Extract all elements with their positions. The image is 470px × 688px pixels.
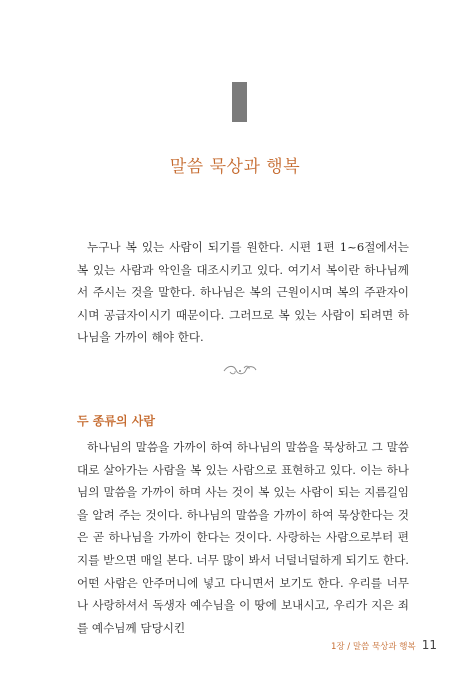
chapter-number-mark [232, 82, 247, 122]
section-paragraph [77, 436, 409, 639]
section-heading: 두 종류의 사람 [77, 414, 155, 428]
chapter-title: 말씀 묵상과 행복 [169, 157, 301, 177]
flourish-ornament-icon [222, 362, 258, 378]
intro-paragraph [77, 236, 409, 349]
section-paragraph-text: 하나님의 말씀을 가까이 하여 하나님의 말씀을 묵상하고 그 말씀대로 살아가는 사람을 복 있는 사람으로 표현하고 있다. 이는 하나님의 말씀을 가까이 하며 사는 것이 복 있는 사람이 되는 지름길임을 알려 주는 것이다. 하나님의 말씀을 가까이 하여 묵상한다는 것은 곧 하나님을 가까이 한다는 것이다. 사랑하는 사람으로부터 편지를 받으면 매일 본다. 너무 많이 봐서 너덜너덜하게 되기도 한다. 어떤 사람은 안주머니에 넣고 다니면서 보기도 한다. 우리를 너무나 사랑하셔서 독생자 예수님을 이 땅에 보내시고, 우리가 지은 죄를 예수님께 담당시킨 [77, 440, 409, 635]
intro-paragraph-text: 누구나 복 있는 사람이 되기를 원한다. 시편 1편 1~6절에서는 복 있는 사람과 악인을 대조시키고 있다. 여기서 복이란 하나님께서 주시는 것을 말한다. 하나님은 복의 근원이시며 복의 주관자이시며 공급자이시기 때문이다. 그러므로 복 있는 사람이 되려면 하나님을 가까이 해야 한다. [77, 240, 409, 345]
page-footer [331, 638, 437, 652]
page-number: 11 [421, 638, 437, 652]
footer-chapter-label: 1장 / 말씀 묵상과 행복 [330, 642, 416, 652]
